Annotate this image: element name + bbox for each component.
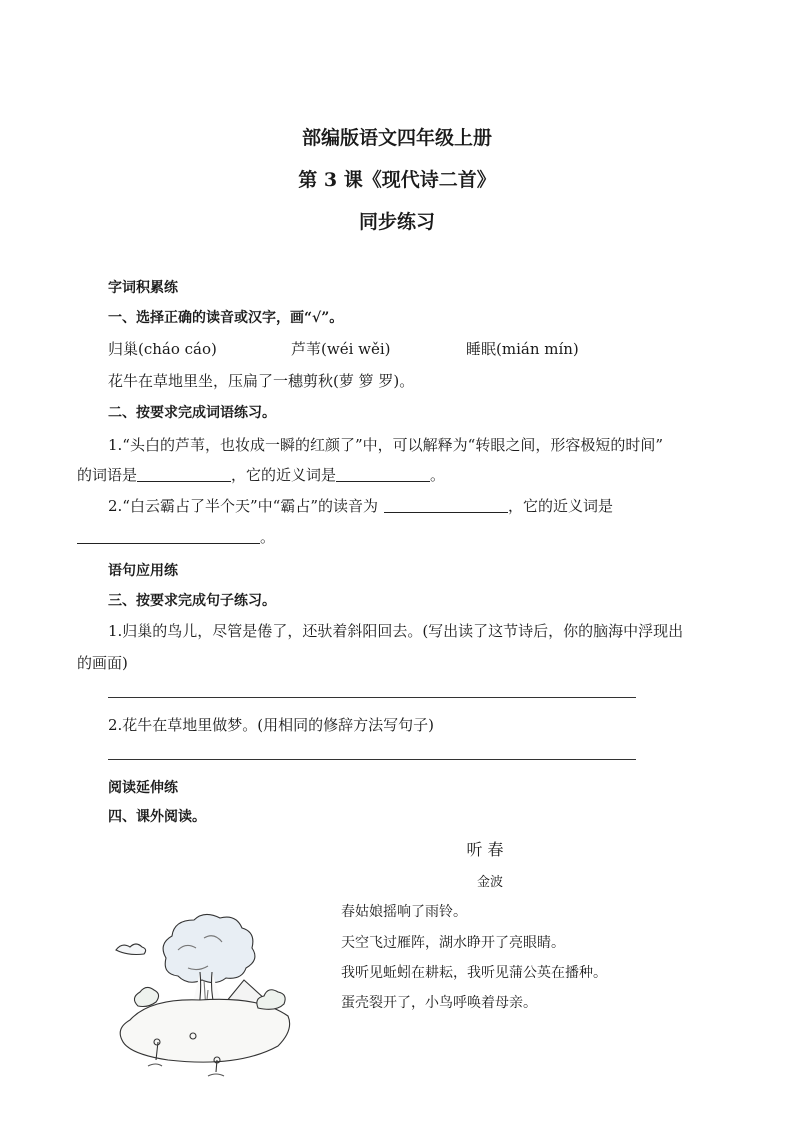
answer-blank[interactable] [384, 498, 508, 513]
question-4-title: 四、课外阅读。 [108, 809, 206, 825]
lesson-title: 第 3 课《现代诗二首》 [298, 169, 496, 191]
answer-blank[interactable] [137, 467, 231, 482]
poem-line: 天空飞过雁阵，湖水睁开了亮眼睛。 [341, 935, 565, 951]
poem-title: 听 春 [466, 840, 504, 859]
section-heading-reading: 阅读延伸练 [108, 780, 178, 796]
section-heading-sentences: 语句应用练 [108, 563, 178, 579]
q2-1-prefix: 的词语是 [77, 466, 138, 484]
word-choice-3: 睡眠(mián mín) [466, 340, 579, 358]
word-choice-4: 花牛在草地里坐，压扁了一穗剪秋(萝 箩 罗)。 [108, 372, 415, 390]
question-2-1-line2 [77, 464, 445, 485]
answer-line[interactable] [108, 697, 636, 698]
question-2-1-line1: 1.“头白的芦苇，也妆成一瞬的红颜了”中，可以解释为“转眼之间，形容极短的时间” [108, 436, 663, 454]
question-3-2: 2.花牛在草地里做梦。(用相同的修辞方法写句子) [108, 716, 435, 734]
poem-author: 金波 [476, 875, 503, 890]
word-choice-1: 归巢(cháo cáo) [108, 340, 217, 358]
answer-line[interactable] [108, 759, 636, 760]
poem-line: 我听见蚯蚓在耕耘，我听见蒲公英在播种。 [341, 965, 607, 981]
question-3-title: 三、按要求完成句子练习。 [108, 593, 276, 609]
question-1-title: 一、选择正确的读音或汉字，画“√”。 [108, 310, 344, 326]
question-3-1-line2: 的画面) [77, 654, 128, 672]
section-heading-vocabulary: 字词积累练 [108, 280, 178, 296]
q2-2-prefix: 2.“白云霸占了半个天”中“霸占”的读音为 [108, 497, 378, 515]
question-2-2-line2 [77, 526, 275, 547]
q2-1-middle: ，它的近义词是 [231, 466, 337, 484]
question-2-2-line1 [108, 495, 613, 516]
q2-1-end: 。 [430, 466, 446, 484]
question-2-title: 二、按要求完成词语练习。 [108, 405, 276, 421]
answer-blank[interactable] [77, 529, 260, 544]
tree-illustration [108, 910, 298, 1085]
answer-blank[interactable] [336, 467, 430, 482]
exercise-title: 同步练习 [358, 211, 435, 233]
poem-line: 春姑娘摇响了雨铃。 [341, 904, 467, 920]
doc-title: 部编版语文四年级上册 [301, 127, 492, 149]
q2-2-end: 。 [260, 528, 276, 546]
question-3-1-line1: 1.归巢的鸟儿，尽管是倦了，还驮着斜阳回去。(写出读了这节诗后，你的脑海中浮现出 [108, 622, 684, 640]
poem-line: 蛋壳裂开了，小鸟呼唤着母亲。 [341, 995, 537, 1011]
word-choice-2: 芦苇(wéi wěi) [291, 340, 391, 358]
q2-2-middle: ，它的近义词是 [508, 497, 614, 515]
